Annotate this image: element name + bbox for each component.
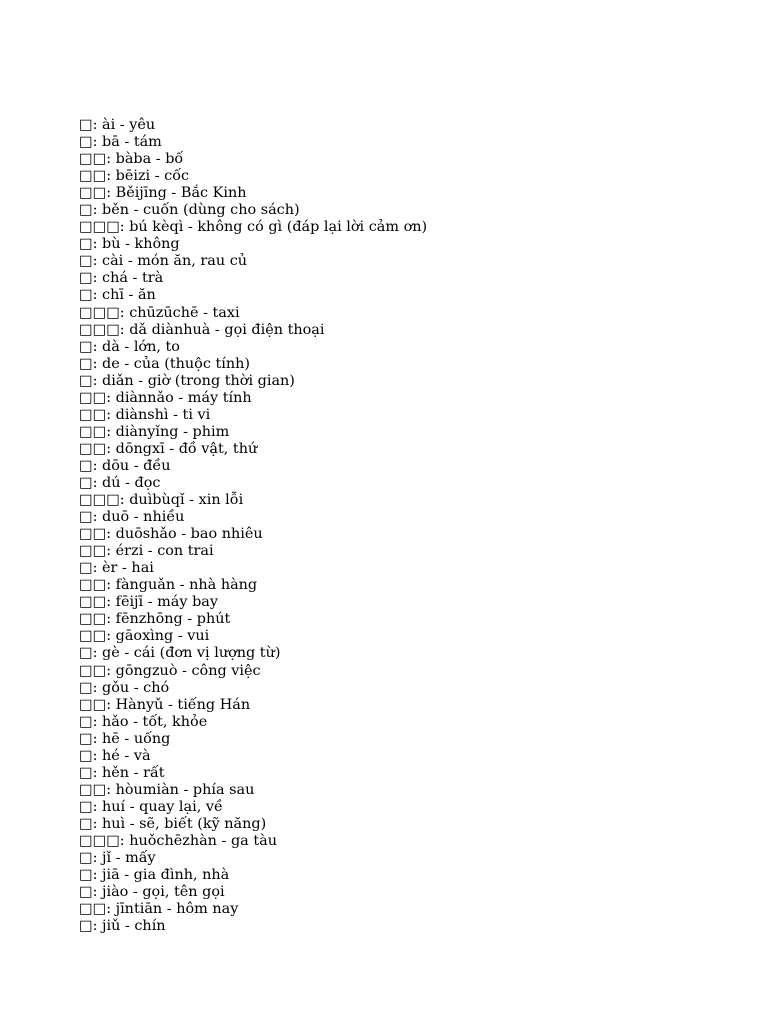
vocab-entry: □□□: dǎ diànhuà - gọi điện thoại <box>79 321 325 338</box>
vocab-entry: □□: bàba - bố <box>79 151 184 168</box>
vocab-entry: □: jiā - gia đình, nhà <box>79 867 230 884</box>
vocabulary-list <box>79 117 427 935</box>
vocab-entry: □□: fēijī - máy bay <box>79 594 218 611</box>
vocab-entry: □□: duōshǎo - bao nhiêu <box>79 526 263 543</box>
vocab-entry: □□: érzi - con trai <box>79 543 214 560</box>
vocab-entry: □: hē - uống <box>79 730 171 747</box>
vocab-entry: □: èr - hai <box>79 560 154 577</box>
vocab-entry: □: chá - trà <box>79 270 164 287</box>
vocab-entry: □□: fànguǎn - nhà hàng <box>79 577 258 594</box>
vocab-entry: □□□: huǒchēzhàn - ga tàu <box>79 832 277 849</box>
vocab-entry: □: gǒu - chó <box>79 679 170 696</box>
vocab-entry: □□: bēizi - cốc <box>79 168 190 185</box>
vocab-entry: □□: Hànyǔ - tiếng Hán <box>79 696 251 713</box>
vocab-entry: □□: diànshì - ti vi <box>79 406 211 423</box>
vocab-entry: □: jǐ - mấy <box>79 850 156 867</box>
vocab-entry: □: de - của (thuộc tính) <box>79 355 251 372</box>
vocab-entry: □: dà - lớn, to <box>79 338 180 355</box>
vocab-entry: □: dú - đọc <box>79 474 161 491</box>
vocab-entry: □□: jīntiān - hôm nay <box>79 901 239 918</box>
vocab-entry: □: bā - tám <box>79 134 162 151</box>
vocab-entry: □□□: chūzūchē - taxi <box>79 304 240 321</box>
vocab-entry: □□: dōngxī - đồ vật, thứ <box>79 440 258 457</box>
vocab-entry: □: hěn - rất <box>79 764 165 781</box>
vocab-entry: □□: diànnǎo - máy tính <box>79 389 252 406</box>
vocab-entry: □□: diànyǐng - phim <box>79 423 230 440</box>
vocab-entry: □: jiǔ - chín <box>79 918 166 935</box>
vocab-entry: □: hé - và <box>79 747 151 764</box>
vocab-entry: □: jiào - gọi, tên gọi <box>79 884 225 901</box>
vocab-entry: □□□: bú kèqì - không có gì (đáp lại lời cảm ơn) <box>79 219 428 236</box>
vocab-entry: □: diǎn - giờ (trong thời gian) <box>79 372 295 389</box>
vocab-entry: □: cài - món ăn, rau củ <box>79 253 248 270</box>
vocab-entry: □: huì - sẽ, biết (kỹ năng) <box>79 815 267 832</box>
vocab-entry: □□: Běijīng - Bắc Kinh <box>79 185 247 202</box>
vocab-entry: □: běn - cuốn (dùng cho sách) <box>79 202 300 219</box>
vocab-entry: □: gè - cái (đơn vị lượng từ) <box>79 645 281 662</box>
vocab-entry: □: huí - quay lại, về <box>79 798 223 815</box>
vocab-entry: □: duō - nhiều <box>79 509 185 526</box>
vocab-entry: □□□: duìbùqǐ - xin lỗi <box>79 492 244 509</box>
vocab-entry: □□: gōngzuò - công việc <box>79 662 261 679</box>
vocab-entry: □: bù - không <box>79 236 180 253</box>
vocab-entry: □: ài - yêu <box>79 117 156 133</box>
vocab-entry: □: chī - ăn <box>79 287 156 304</box>
vocab-entry: □: dōu - đều <box>79 457 171 474</box>
vocab-entry: □: hǎo - tốt, khỏe <box>79 713 208 730</box>
vocab-entry: □□: hòumiàn - phía sau <box>79 781 255 798</box>
vocab-entry: □□: fēnzhōng - phút <box>79 611 231 628</box>
vocab-entry: □□: gāoxìng - vui <box>79 628 210 645</box>
